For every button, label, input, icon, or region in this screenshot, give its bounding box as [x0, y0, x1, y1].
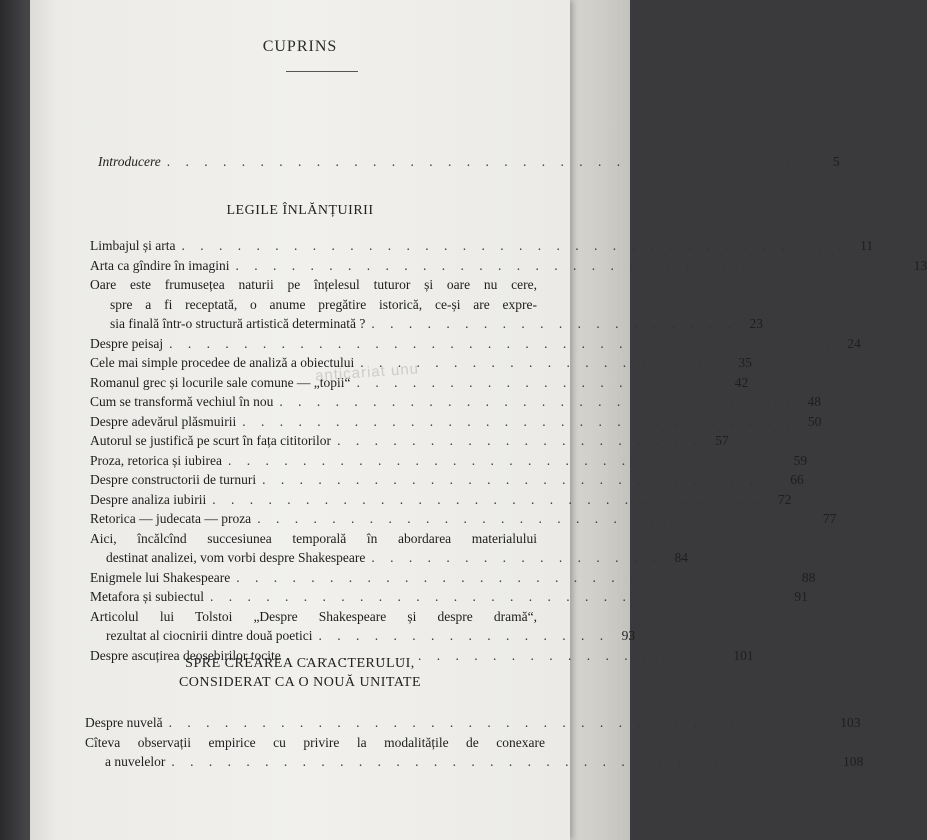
- leader-dots: . . . . . . . . . . . . . . . . . . . . . . . . . . . . . .: [236, 569, 790, 585]
- toc-entry: Romanul grec și locurile sale comune — „topii“ . . . . . . . . . . . . . . . . . . . . 42: [90, 373, 537, 393]
- toc-entry: Retorica — judecata — proza . . . . . . . . . . . . . . . . . . . . . . . . . . . . . . 77: [90, 509, 537, 529]
- toc-entry: Despre nuvelă . . . . . . . . . . . . . . . . . . . . . . . . . . . . . . . . . . . . 103: [85, 713, 545, 733]
- section-heading-1: LEGILE ÎNLĂNȚUIRII: [226, 203, 374, 218]
- leader-dots: . . . . . . . . . . . . . . . . . . . . . . . . . . . . . . . . . . .: [166, 154, 814, 169]
- leader-dots: . . . . . . . . . . . . . . . . . . . . . . . . . . . .: [279, 394, 795, 409]
- toc-entry: Cele mai simple procedee de analiză a obiectului . . . . . . . . . . . . . . . . . . . . 35: [90, 353, 537, 373]
- toc-section-2: [85, 713, 864, 772]
- leader-dots: . . . . . . . . . . . . . . . . . . . .: [337, 433, 703, 448]
- toc-entry: Despre peisaj . . . . . . . . . . . . . . . . . . . . . . . . . . . . . . . . . . . . 24: [90, 334, 537, 354]
- section-heading-2-line-1: SPRE CREAREA CARACTERULUI,: [185, 656, 415, 671]
- leader-dots: . . . . . . . . . . . . . . . .: [318, 628, 610, 643]
- toc-entry-line: Aici, încălcînd succesiunea temporală în abordarea materialului: [90, 530, 537, 546]
- toc-entry: Limbajul și arta . . . . . . . . . . . . . . . . . . . . . . . . . . . . . . . . . . . . 11: [90, 236, 537, 256]
- watermark: anticariat unu: [314, 360, 420, 385]
- leader-dots: . . . . . . . . . . . . . . . . . . . .: [356, 374, 723, 390]
- toc-entry: a nuvelelor . . . . . . . . . . . . . . . . . . . . . . . . . . . . . . . . . . . . 108: [85, 752, 545, 772]
- leader-dots: . . . . . . . . . . . . . . . .: [371, 550, 663, 565]
- book-gutter: [0, 0, 32, 840]
- leader-dots: . . . . . . . . . . . . . . . . . . . . . . . . . . . . . .: [227, 452, 782, 468]
- toc-entry: sia finală într-o structură artistică determinată ? . . . . . . . . . . . . . . . . . . . . 23: [90, 314, 537, 334]
- leader-dots: . . . . . . . . . . . . . . . . . . . . . . . . . . . . . . . . . . . .: [168, 715, 835, 730]
- toc-entry: Despre ascuțirea deosebirilor tocite . . . . . . . . . . . . . . . . . . . . . . . . 101: [90, 646, 537, 666]
- leader-dots: . . . . . . . . . . . . . . . . . . . . . . . . . . . . . . . . . . . .: [171, 754, 837, 769]
- toc-entry: Enigmele lui Shakespeare . . . . . . . . . . . . . . . . . . . . . . . . . . . . . . 88: [90, 568, 537, 588]
- leader-dots: . . . . . . . . . . . . . . . . . . . . . . . . . . . . . .: [257, 511, 811, 526]
- leader-dots: . . . . . . . . . . . . . . . . . . . . . . . . . . . . . .: [242, 413, 796, 429]
- toc-entry: Proza, retorica și iubirea . . . . . . . . . . . . . . . . . . . . . . . . . . . . . . 59: [90, 451, 537, 471]
- leader-dots: . . . . . . . . . . . . . . . . . . . . . . . . . . . . . .: [212, 491, 766, 507]
- toc-entry: destinat analizei, vom vorbi despre Shakespeare . . . . . . . . . . . . . . . . 84: [90, 548, 537, 568]
- toc-entry: Autorul se justifică pe scurt în fața cititorilor . . . . . . . . . . . . . . . . . . . . 57: [90, 431, 537, 451]
- toc-page-number: 5: [832, 154, 840, 169]
- toc-entry: Despre constructorii de turnuri . . . . . . . . . . . . . . . . . . . . . . . . . . . . 66: [90, 470, 537, 490]
- page-title: CUPRINS: [262, 38, 338, 55]
- toc-entry: rezultat al ciocnirii dintre două poetici . . . . . . . . . . . . . . . . 93: [90, 626, 537, 646]
- leader-dots: . . . . . . . . . . . . . . . . . . . . . . . . . . . . . . . . . . . .: [235, 257, 902, 273]
- toc-entry-intro: [98, 152, 840, 172]
- toc-entry-line: Cîteva observații empirice cu privire la modalitățile de conexare: [85, 734, 545, 750]
- leader-dots: . . . . . . . . . . . . . . . . . . . . . . . . . . . .: [262, 472, 778, 487]
- toc-entry: Arta ca gîndire în imagini . . . . . . . . . . . . . . . . . . . . . . . . . . . . . . . . . . . . 13: [90, 256, 537, 276]
- leader-dots: . . . . . . . . . . . . . . . . . . . .: [360, 355, 726, 370]
- toc-entry-line: spre a fi receptată, o anume pregătire istorică, ce-și are expre-: [110, 296, 537, 312]
- toc-entry-line: Oare este frumusețea naturii pe înțelesul tuturor și oare nu cere,: [90, 277, 537, 292]
- leader-dots: . . . . . . . . . . . . . . . . . . . .: [371, 316, 737, 331]
- toc-entry-text: Introducere: [98, 154, 161, 169]
- toc-entry: Despre adevărul plăsmuirii . . . . . . . . . . . . . . . . . . . . . . . . . . . . . . 50: [90, 412, 537, 432]
- title-underline: [286, 71, 358, 72]
- leader-dots: . . . . . . . . . . . . . . . . . . . . . . . . . . . . . . .: [209, 589, 782, 604]
- toc-entry: Despre analiza iubirii . . . . . . . . . . . . . . . . . . . . . . . . . . . . . . 72: [90, 490, 537, 510]
- toc-entry: Cum se transformă vechiul în nou . . . . . . . . . . . . . . . . . . . . . . . . . . . . 48: [90, 392, 537, 412]
- leader-dots: . . . . . . . . . . . . . . . . . . . . . . . . . . . . . . . . . . . .: [181, 238, 848, 253]
- section-heading-2-line-2: CONSIDERAT CA O NOUĂ UNITATE: [178, 675, 422, 690]
- toc-entry: Metafora și subiectul . . . . . . . . . . . . . . . . . . . . . . . . . . . . . . . 91: [90, 587, 537, 607]
- leader-dots: . . . . . . . . . . . . . . . . . . . . . . . . . . . . . . . . . . . .: [169, 335, 835, 351]
- toc-entry-line: Articolul lui Tolstoi „Despre Shakespeare și despre dramă“,: [90, 608, 537, 624]
- book-page: [30, 0, 927, 840]
- leader-dots: . . . . . . . . . . . . . . . . . . . . . . . .: [286, 647, 728, 663]
- toc-section-1: [90, 236, 927, 665]
